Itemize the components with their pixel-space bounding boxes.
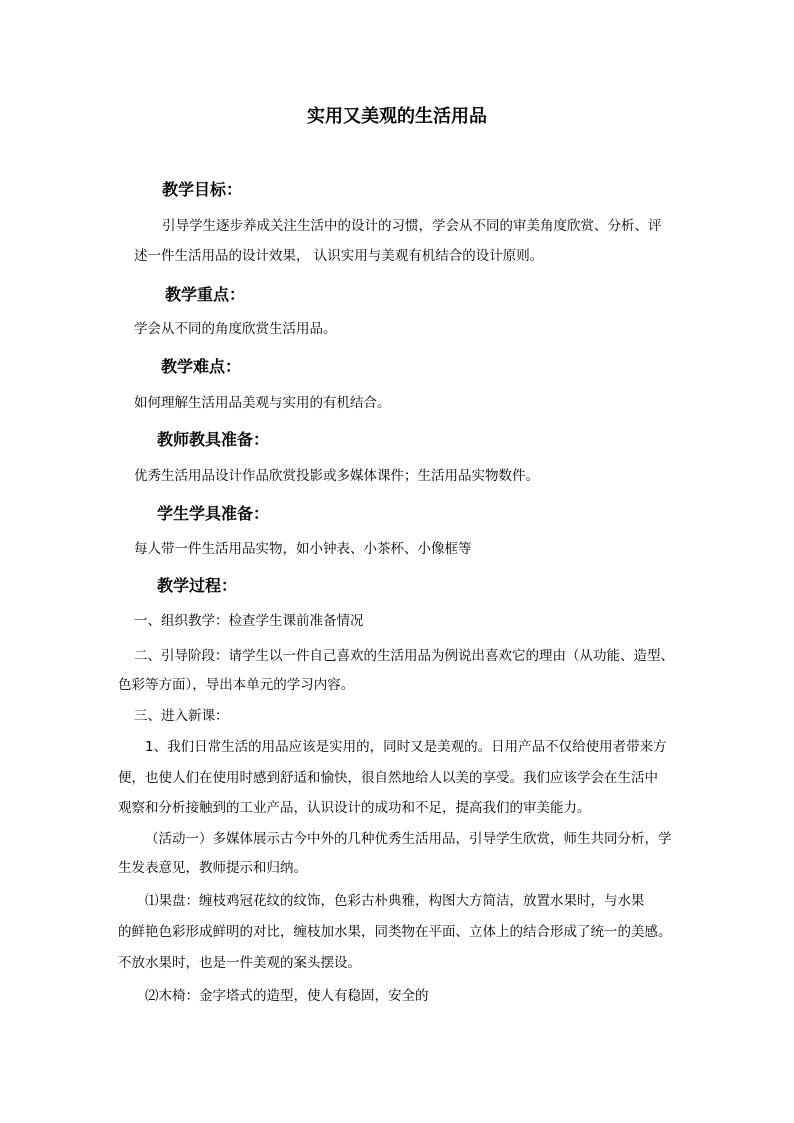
objectives-line-1: 引导学生逐步养成关注生活中的设计的习惯，学会从不同的审美角度欣赏、分析、评 bbox=[162, 218, 662, 234]
process-line-5: 1、我们日常生活的用品应该是实用的，同时又是美观的。日用产品不仅给使用者带来方 bbox=[145, 739, 667, 755]
process-line-13: ⑵木椅：金字塔式的造型，使人有稳固，安全的 bbox=[145, 988, 429, 1004]
objectives-heading: 教学目标： bbox=[162, 180, 243, 199]
process-line-9: 生发表意见，教师提示和归纳。 bbox=[118, 860, 307, 876]
process-line-6: 便，也使人们在使用时感到舒适和愉快，很自然地给人以美的享受。我们应该学会在生活中 bbox=[118, 770, 658, 786]
key-points-heading: 教学重点： bbox=[165, 285, 246, 304]
process-line-3: 色彩等方面），导出本单元的学习内容。 bbox=[118, 677, 355, 693]
teacher-prep-line-1: 优秀生活用品设计作品欣赏投影或多媒体课件；生活用品实物数件。 bbox=[134, 468, 539, 484]
teacher-prep-heading: 教师教具准备： bbox=[157, 430, 270, 449]
process-line-12: 不放水果时，也是一件美观的案头摆设。 bbox=[118, 955, 361, 971]
process-line-11: 的鲜艳色彩形成鲜明的对比，缠枝加水果，同类物在平面、立体上的结合形成了统一的美感。 bbox=[118, 924, 672, 940]
student-prep-heading: 学生学具准备： bbox=[157, 504, 270, 523]
process-line-10: ⑴果盘：缠枝鸡冠花纹的纹饰，色彩古朴典雅，构图大方简洁，放置水果时，与水果 bbox=[145, 893, 645, 909]
process-line-4: 三、进入新课： bbox=[134, 708, 229, 724]
process-line-8: （活动一）多媒体展示古今中外的几种优秀生活用品，引导学生欣赏，师生共同分析，学 bbox=[145, 831, 672, 847]
process-line-2: 二、引导阶段：请学生以一件自己喜欢的生活用品为例说出喜欢它的理由（从功能、造型、 bbox=[134, 648, 674, 664]
document-title: 实用又美观的生活用品 bbox=[307, 106, 487, 127]
objectives-line-2: 述一件生活用品的设计效果， 认识实用与美观有机结合的设计原则。 bbox=[134, 248, 544, 264]
difficulties-heading: 教学难点： bbox=[161, 357, 242, 376]
student-prep-line-1: 每人带一件生活用品实物，如小钟表、小茶杯、小像框等 bbox=[134, 541, 472, 557]
process-line-1: 一、组织教学：检查学生课前准备情况 bbox=[134, 613, 364, 629]
key-points-line-1: 学会从不同的角度欣赏生活用品。 bbox=[134, 321, 337, 337]
process-line-7: 观察和分析接触到的工业产品，认识设计的成功和不足，提高我们的审美能力。 bbox=[118, 800, 591, 816]
difficulties-line-1: 如何理解生活用品美观与实用的有机结合。 bbox=[134, 395, 391, 411]
process-heading: 教学过程： bbox=[157, 576, 238, 595]
